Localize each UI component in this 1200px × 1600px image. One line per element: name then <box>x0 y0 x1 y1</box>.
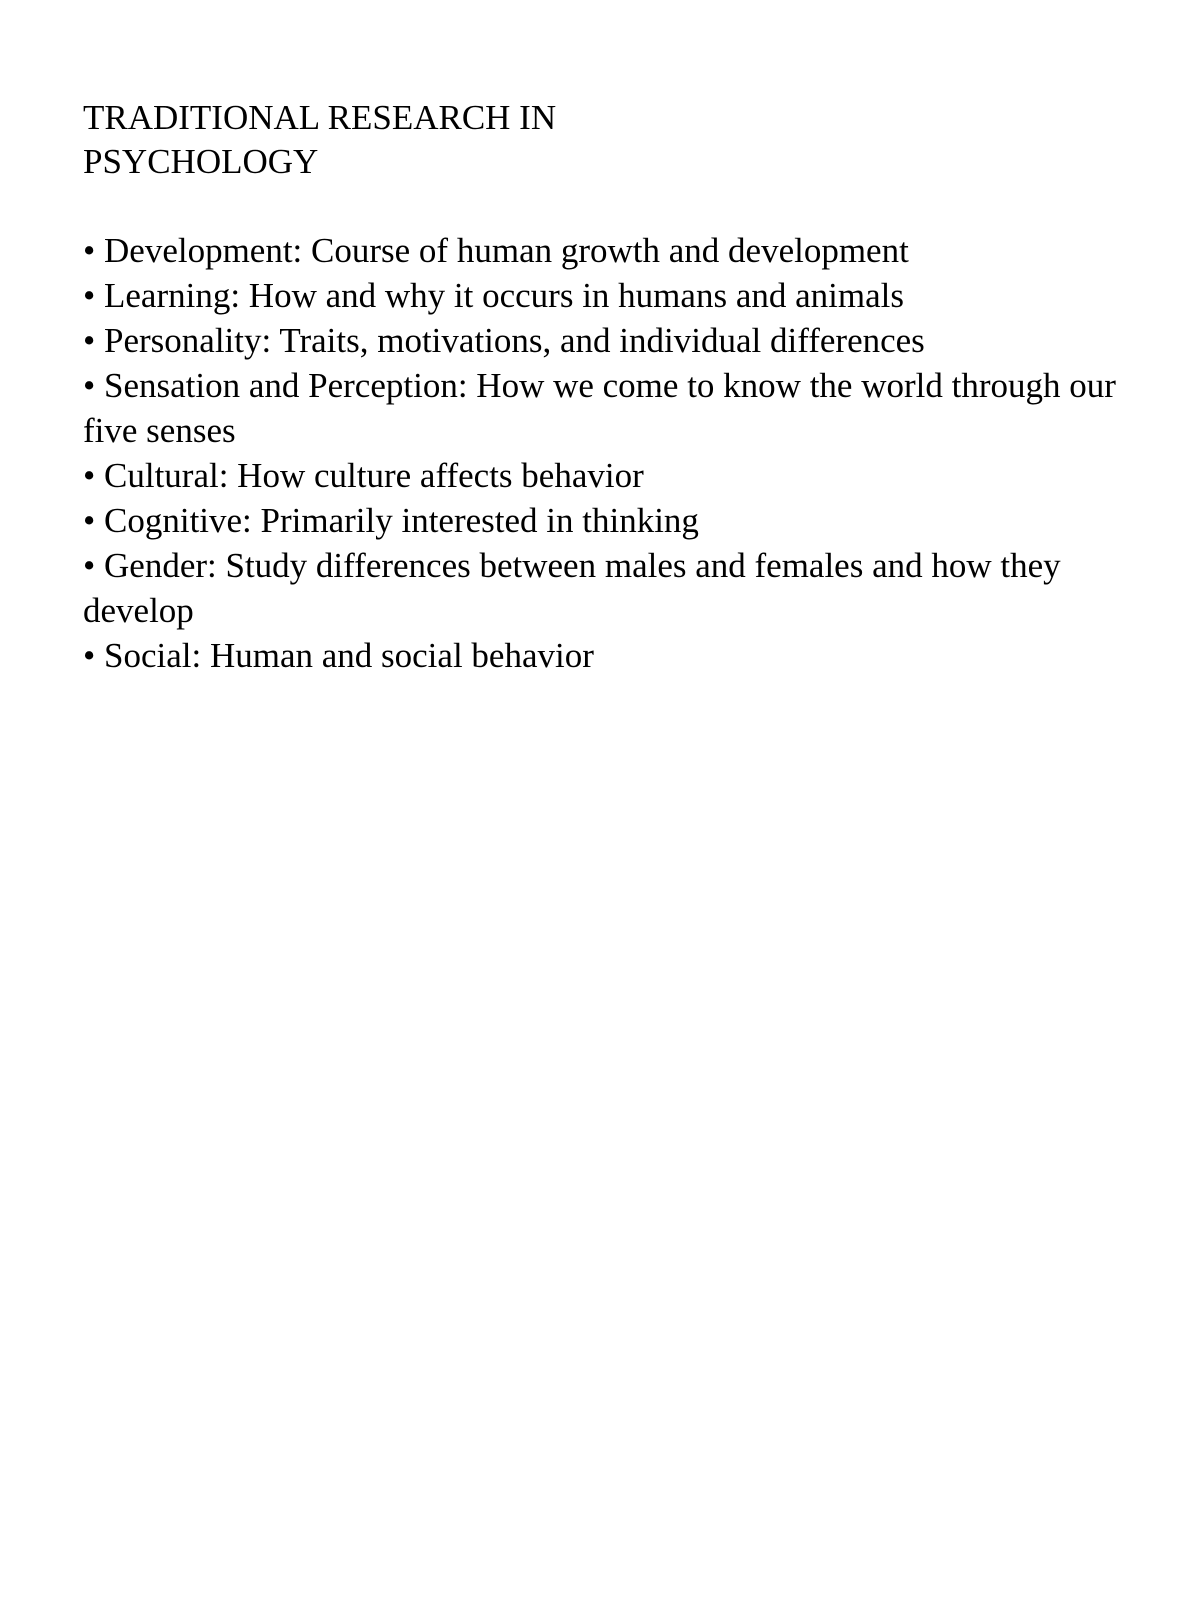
list-item-cognitive: • Cognitive: Primarily interested in thinking <box>83 501 699 540</box>
research-areas-list <box>83 228 1123 678</box>
page-title: TRADITIONAL RESEARCH IN PSYCHOLOGY <box>83 98 557 181</box>
list-item-development: • Development: Course of human growth and development <box>83 231 909 270</box>
list-item-social: • Social: Human and social behavior <box>83 636 594 675</box>
list-item-sensation-perception: • Sensation and Perception: How we come to know the world through our five senses <box>83 366 1116 450</box>
list-item-personality: • Personality: Traits, motivations, and individual differences <box>83 321 925 360</box>
list-item-gender: • Gender: Study differences between males and females and how they develop <box>83 546 1061 630</box>
list-item-learning: • Learning: How and why it occurs in humans and animals <box>83 276 904 315</box>
list-item-cultural: • Cultural: How culture affects behavior <box>83 456 644 495</box>
document-content <box>83 96 1123 678</box>
